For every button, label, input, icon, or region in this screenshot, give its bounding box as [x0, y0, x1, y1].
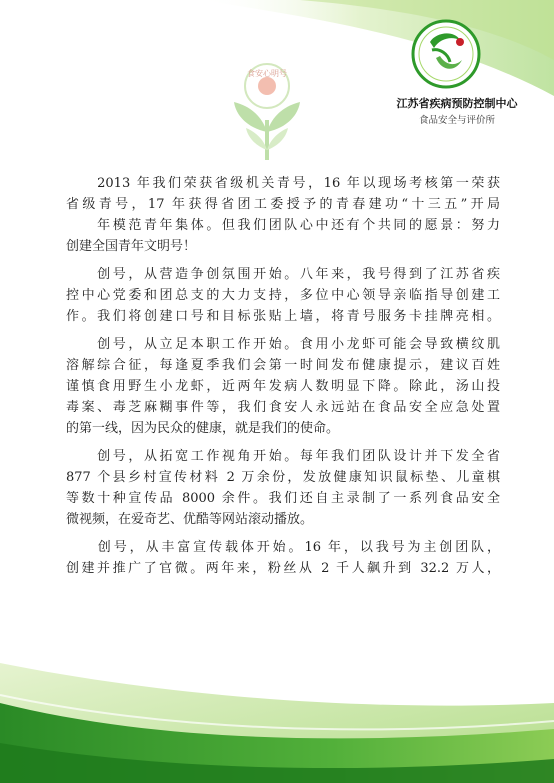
org-department: 食品安全与评价所 — [418, 115, 495, 126]
text-line: 877 个县乡村宣传材料 2 万余份，发放健康知识鼠标垫、儿童棋 — [66, 470, 500, 485]
text-line: 省级青号，17 年获得省团工委授予的青春建功“十三五”开局 — [66, 197, 500, 212]
text-line: 的第一线，因为民众的健康，就是我们的使命。 — [66, 421, 340, 436]
org-name: 江苏省疾病预防控制中心 — [396, 97, 518, 110]
text-line: 创建全国青年文明号！ — [66, 239, 197, 254]
text-line: 谨慎食用野生小龙虾，近两年发病人数明显下降。除此，汤山投 — [66, 379, 500, 394]
text-line: 创号，从立足本职工作开始。食用小龙虾可能会导致横纹肌 — [66, 337, 500, 352]
team-watermark-logo-icon — [228, 62, 306, 162]
jscdc-logo-icon — [400, 14, 492, 94]
text-line: 创号，从拓宽工作视角开始。每年我们团队设计并下发全省 — [66, 449, 500, 464]
article-body — [66, 173, 500, 579]
text-line: 毒案、毒芝麻糊事件等，我们食安人永远站在食品安全应急处置 — [66, 400, 500, 415]
watermark-logo-text: 食安心明号 — [247, 69, 287, 78]
paragraph-2 — [66, 264, 500, 327]
text-line: 等数十种宣传品 8000 余件。我们还自主录制了一系列食品安全 — [66, 491, 500, 506]
text-line: 创建并推广了官微。两年来，粉丝从 2 千人飙升到 32.2 万人， — [66, 561, 500, 576]
text-line: 创号，从营造争创氛围开始。八年来，我号得到了江苏省疾 — [66, 267, 500, 282]
text-line: 控中心党委和团总支的大力支持，多位中心领导亲临指导创建工 — [66, 288, 500, 303]
text-line: 年模范青年集体。但我们团队心中还有个共同的愿景：努力 — [66, 218, 500, 233]
text-line: 溶解综合征，每逢夏季我们会第一时间发布健康提示，建议百姓 — [66, 358, 500, 373]
paragraph-1 — [66, 173, 500, 257]
paragraph-5 — [66, 537, 500, 579]
paragraph-3 — [66, 334, 500, 439]
bottom-green-swoosh — [0, 633, 554, 783]
text-line: 作。我们将创建口号和目标张贴上墙，将青号服务卡挂牌亮相。 — [66, 309, 500, 324]
text-line: 创号，从丰富宣传载体开始。16 年，以我号为主创团队， — [66, 540, 500, 555]
text-line: 2013 年我们荣获省级机关青号，16 年以现场考核第一荣获 — [66, 176, 500, 191]
text-line: 微视频，在爱奇艺、优酷等网站滚动播放。 — [66, 512, 314, 527]
paragraph-4 — [66, 446, 500, 530]
